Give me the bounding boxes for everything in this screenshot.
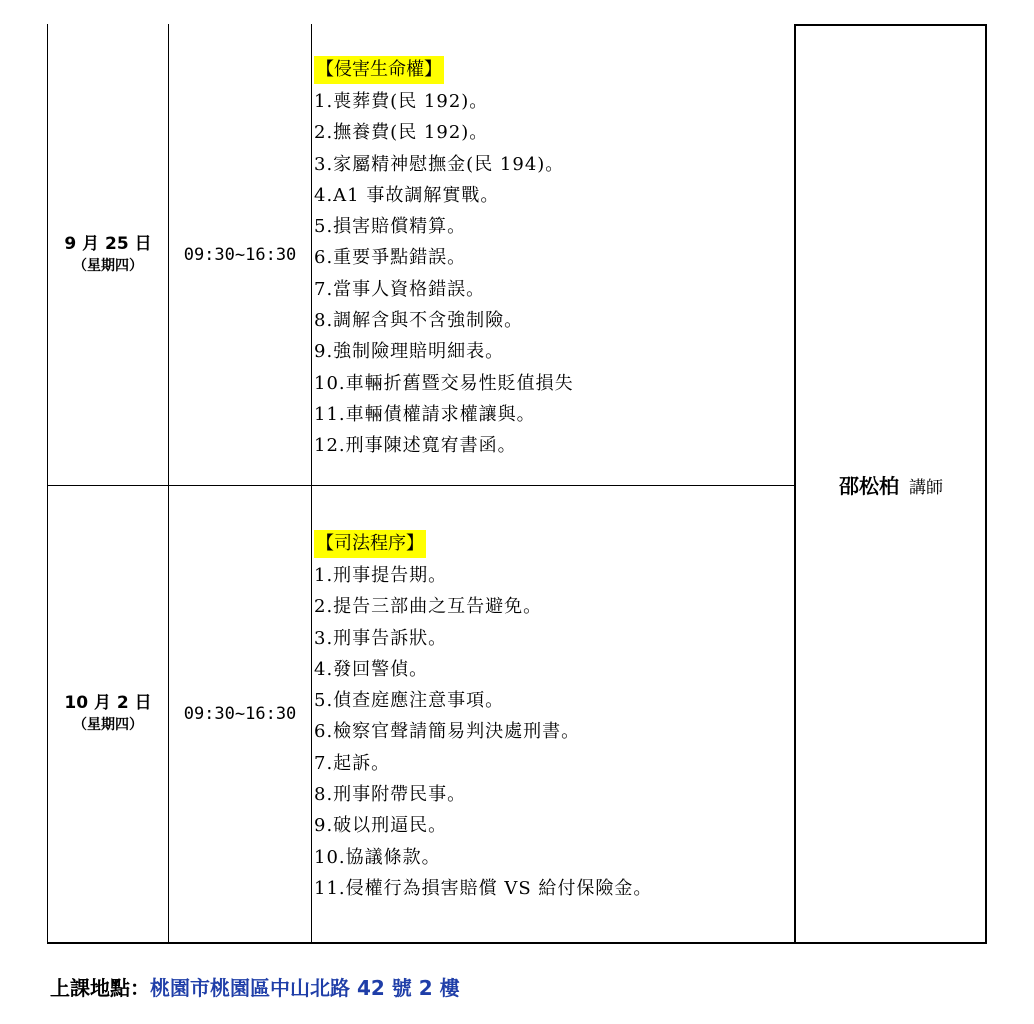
list-item: 10.協議條款。 — [314, 846, 441, 868]
list-item: 5.偵查庭應注意事項。 — [314, 690, 505, 712]
list-item: 1.喪葬費(民 192)。 — [314, 91, 489, 112]
list-item: 8.調解含與不含強制險。 — [314, 310, 524, 332]
instructor-cell — [796, 470, 986, 499]
session-1-time-cell — [169, 24, 311, 485]
list-item: 8.刑事附帶民事。 — [314, 784, 467, 806]
list-item: 9.強制險理賠明細表。 — [314, 341, 505, 363]
list-item: 10.車輛折舊暨交易性貶值損失 — [314, 372, 574, 394]
list-item: 11.侵權行為損害賠償 VS 給付保險金。 — [314, 877, 653, 899]
session-2-weekday: （星期四） — [73, 717, 143, 733]
list-item: 12.刑事陳述寬宥書函。 — [314, 435, 517, 457]
list-item: 4.發回警偵。 — [314, 658, 429, 680]
table-divider-time — [311, 24, 312, 944]
location-label: 上課地點： — [50, 976, 150, 1000]
session-2-content — [314, 530, 652, 904]
instructor-name: 邵松柏 — [839, 474, 899, 498]
list-item: 4.A1 事故調解實戰。 — [314, 184, 500, 206]
session-2-heading: 【司法程序】 — [314, 530, 426, 558]
session-1-time: 09:30~16:30 — [183, 244, 297, 265]
session-2-topic-list — [314, 560, 652, 904]
session-1-date-cell — [48, 24, 168, 485]
list-item: 2.提告三部曲之互告避免。 — [314, 596, 543, 618]
session-2-time: 09:30~16:30 — [183, 704, 297, 724]
list-item: 2.撫養費(民 192)。 — [314, 122, 489, 144]
list-item: 6.檢察官聲請簡易判決處刑書。 — [314, 721, 581, 743]
location-address: 桃園市桃園區中山北路 42 號 2 樓 — [150, 976, 460, 1000]
session-1-topic-list — [314, 86, 574, 462]
session-1-weekday: （星期四） — [73, 257, 143, 274]
instructor-title: 講師 — [909, 478, 943, 498]
list-item: 6.重要爭點錯誤。 — [314, 247, 467, 269]
list-item: 5.損害賠償精算。 — [314, 216, 467, 238]
list-item: 1.刑事提告期。 — [314, 565, 448, 586]
list-item: 3.家屬精神慰撫金(民 194)。 — [314, 153, 565, 175]
session-2-date-cell — [48, 486, 168, 942]
list-item: 3.刑事告訴狀。 — [314, 627, 448, 649]
session-2-time-cell — [169, 486, 311, 942]
list-item: 7.當事人資格錯誤。 — [314, 278, 486, 300]
list-item: 11.車輛債權請求權讓與。 — [314, 403, 536, 425]
session-1-heading: 【侵害生命權】 — [314, 56, 444, 84]
table-border-top — [794, 24, 987, 26]
table-border-bottom — [47, 942, 987, 944]
course-location — [50, 972, 460, 1001]
session-2-date: 10 月 2 日 — [64, 693, 152, 713]
session-1-date: 9 月 25 日 — [64, 233, 152, 254]
session-1-content — [314, 56, 574, 462]
list-item: 7.起訴。 — [314, 752, 391, 774]
list-item: 9.破以刑逼民。 — [314, 815, 448, 837]
